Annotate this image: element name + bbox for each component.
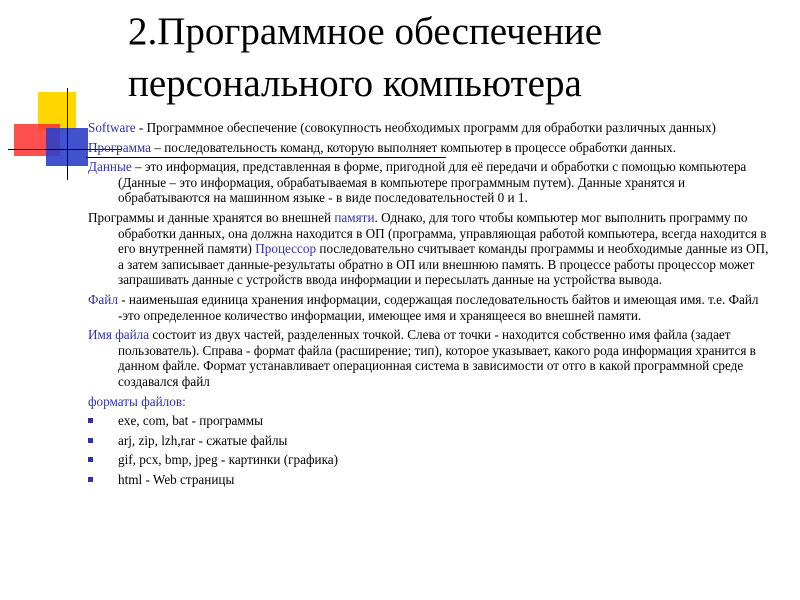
term-file: Файл	[88, 291, 118, 307]
memory-text-3: последовательно считывает команды программы и необходимые данные из ОП, а затем записывает данные-результаты обратно в ОП или внешнюю память. В процессе работы процессор может запрашивать данные с устройств ввода информации и пересылать данные на устройства вывода.	[118, 241, 769, 288]
term-filename: Имя файла	[88, 327, 150, 343]
slide-title-line-1: 2.Программное обеспечение	[128, 10, 603, 53]
format-text: gif, pcx, bmp, jpeg - картинки (графика)	[118, 452, 339, 468]
bullet-icon	[88, 438, 93, 443]
paragraph-program	[88, 140, 774, 156]
definition-data: – это информация, представленная в форме, пригодной для её передачи и обработки с помощью компьютера (Данные – это информация, обрабатываемая в компьютере программным путем). Данные хранятся и обрабатываются на машинном языке - в виде последовательностей 0 и 1.	[118, 159, 747, 206]
paragraph-filename	[88, 327, 774, 389]
slide-title-line-2: персонального компьютера	[128, 62, 582, 105]
term-software: Software	[88, 120, 136, 135]
bullet-icon	[88, 418, 93, 423]
memory-text-2: . Однако, для того чтобы компьютер мог выполнить программу по обработки данных, она должна находится в ОП (программа, управляющая работой компьютера, всегда находится в его внутренней памяти)	[118, 209, 767, 257]
bullet-icon	[88, 477, 93, 482]
definition-file: - наименьшая единица хранения информации, содержащая последовательность байтов и имеющая имя. т.е. Файл -это определенное количество информации, имеющее имя и хранящееся во внешней памяти.	[117, 291, 759, 323]
paragraph-memory	[88, 210, 774, 288]
definition-program: – последовательность команд, которую выполняет компьютер в процессе обработки данных.	[151, 139, 677, 155]
format-text: arj, zip, lzh,rar - сжатые файлы	[118, 432, 288, 448]
memory-text-1: Программы и данные хранятся во внешней	[88, 209, 335, 225]
term-program: Программа	[88, 139, 152, 155]
term-memory: памяти	[334, 209, 375, 225]
list-item	[88, 413, 774, 429]
paragraph-file	[88, 292, 774, 323]
list-item	[88, 433, 774, 449]
bullet-icon	[88, 457, 93, 462]
format-text: html - Web страницы	[118, 471, 235, 487]
formats-heading: форматы файлов:	[88, 393, 186, 409]
slide-body	[88, 120, 774, 491]
slide-title	[128, 6, 768, 110]
formats-list	[88, 413, 774, 487]
term-data: Данные	[88, 159, 132, 175]
paragraph-data	[88, 159, 774, 206]
paragraph-software	[88, 120, 774, 136]
format-text: exe, com, bat - программы	[118, 413, 263, 429]
term-processor: Процессор	[255, 241, 317, 257]
decor-vertical-line	[67, 88, 68, 180]
definition-filename: состоит из двух частей, разделенных точкой. Слева от точки - находится собственно имя файла (задает пользователь). Справа - формат файла (расширение; тип), которое указывает, какого рода информация хранится в данном файле. Формат устанавливает операционная система в зависимости от отго в какой программной среде создавался файл	[118, 327, 756, 389]
definition-software: - Программное обеспечение (совокупность необходимых программ для обработки различных данных)	[135, 120, 716, 135]
list-item	[88, 472, 774, 488]
list-item	[88, 452, 774, 468]
